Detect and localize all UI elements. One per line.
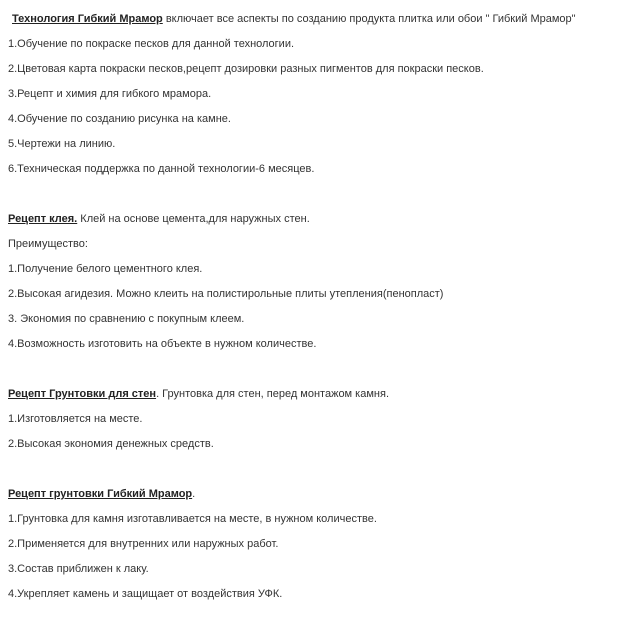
glue-item: 2.Высокая агидезия. Можно клеить на полистирольные плиты утепления(пенопласт) xyxy=(8,288,444,300)
blank-line xyxy=(8,363,630,388)
wall-primer-text: . Грунтовка для стен, перед монтажом камня. xyxy=(156,388,390,400)
glue-item: 1.Получение белого цементного клея. xyxy=(8,263,203,275)
glue-advantages-label: Преимущество: xyxy=(8,238,88,250)
blank-line xyxy=(8,188,630,213)
intro-item: 1.Обучение по покраске песков для данной технологии. xyxy=(8,38,295,50)
wall-primer-paragraph xyxy=(8,388,630,413)
intro-item: 5.Чертежи на линию. xyxy=(8,138,116,150)
glue-heading: Рецепт клея. xyxy=(8,213,78,225)
marble-primer-item: 3.Состав приближен к лаку. xyxy=(8,563,149,575)
document-body xyxy=(8,13,630,613)
wall-primer-item: 2.Высокая экономия денежных средств. xyxy=(8,438,214,450)
glue-item: 3. Экономия по сравнению с покупным клеем. xyxy=(8,313,245,325)
intro-text: включает все аспекты по созданию продукта плитка или обои " Гибкий Мрамор" xyxy=(162,13,576,25)
intro-item: 6.Техническая поддержка по данной технологии-6 месяцев. xyxy=(8,163,315,175)
wall-primer-item: 1.Изготовляется на месте. xyxy=(8,413,143,425)
marble-primer-heading: Рецепт грунтовки Гибкий Мрамор xyxy=(8,488,193,500)
intro-item: 3.Рецепт и химия для гибкого мрамора. xyxy=(8,88,212,100)
blank-line xyxy=(8,463,630,488)
intro-item: 4.Обучение по созданию рисунка на камне. xyxy=(8,113,231,125)
glue-item: 4.Возможность изготовить на объекте в нужном количестве. xyxy=(8,338,317,350)
marble-primer-text: . xyxy=(192,488,196,500)
marble-primer-item: 1.Грунтовка для камня изготавливается на месте, в нужном количестве. xyxy=(8,513,377,525)
glue-text: Клей на основе цемента,для наружных стен. xyxy=(77,213,310,225)
marble-primer-paragraph xyxy=(8,488,630,513)
intro-paragraph xyxy=(8,13,630,38)
intro-heading: Технология Гибкий Мрамор xyxy=(12,13,163,25)
glue-paragraph xyxy=(8,213,630,238)
intro-item: 2.Цветовая карта покраски песков,рецепт дозировки разных пигментов для покраски песков. xyxy=(8,63,484,75)
marble-primer-item: 4.Укрепляет камень и защищает от воздействия УФК. xyxy=(8,588,283,600)
wall-primer-heading: Рецепт Грунтовки для стен xyxy=(8,388,157,400)
marble-primer-item: 2.Применяется для внутренних или наружных работ. xyxy=(8,538,279,550)
